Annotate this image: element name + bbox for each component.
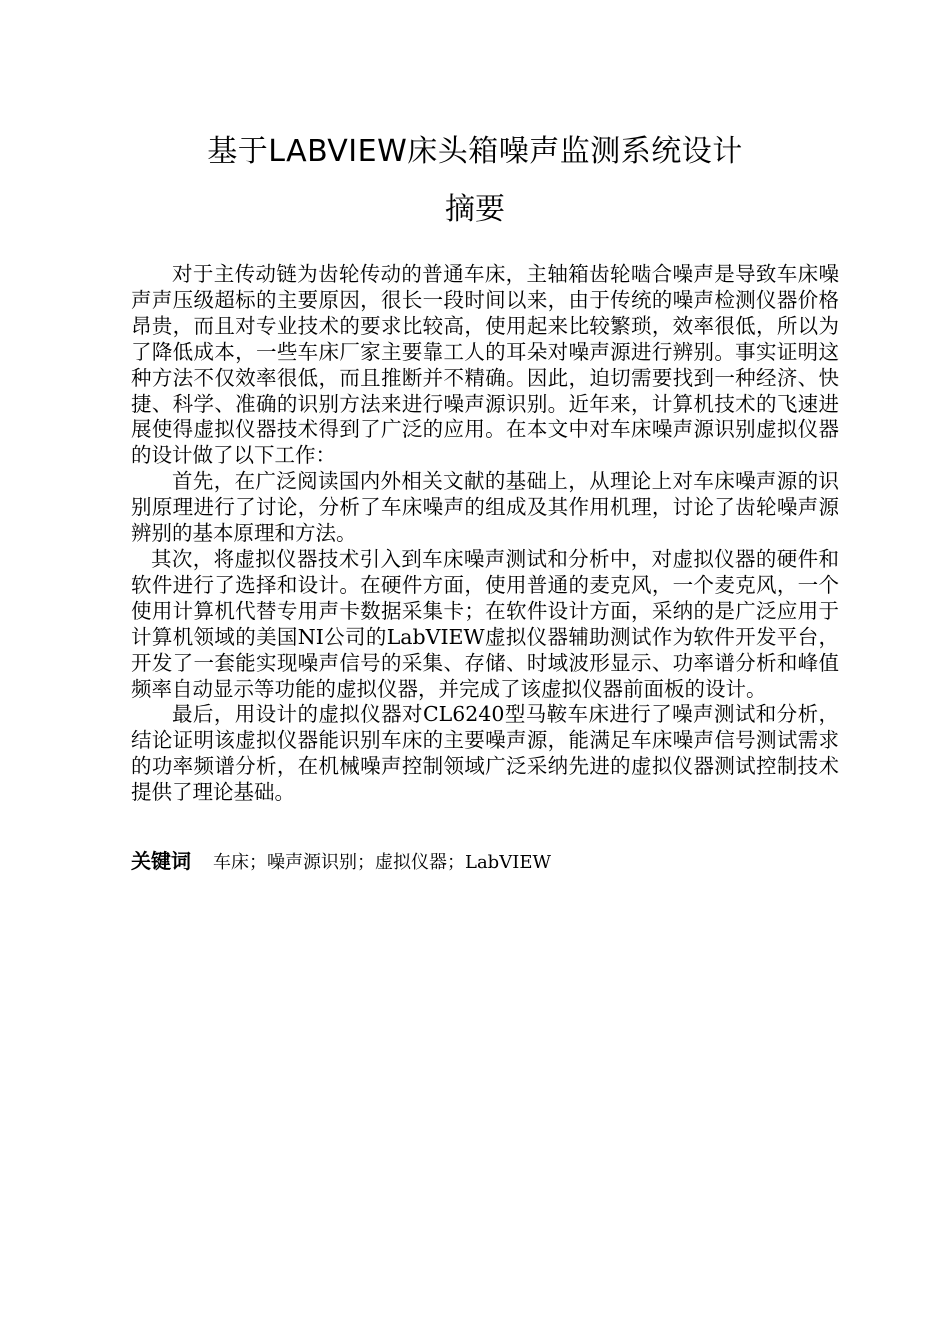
abstract-paragraph-1: 对于主传动链为齿轮传动的普通车床，主轴箱齿轮啮合噪声是导致车床噪声声压级超标的主要原因，很长一段时间以来，由于传统的噪声检测仪器价格昂贵，而且对专业技术的要求比较高，使用起来比较繁琐，效率很低，所以为了降低成本，一些车床厂家主要靠工人的耳朵对噪声源进行辨别。事实证明这种方法不仅效率很低，而且推断并不精确。因此，迫切需要找到一种经济、快捷、科学、准确的识别方法来进行噪声源识别。近年来，计算机技术的飞速进展使得虚拟仪器技术得到了广泛的应用。在本文中对车床噪声源识别虚拟仪器的设计做了以下工作： — [131, 262, 839, 468]
keywords-label: 关键词 — [131, 849, 191, 873]
abstract-paragraph-4: 最后，用设计的虚拟仪器对CL6240型马鞍车床进行了噪声测试和分析，结论证明该虚拟仪器能识别车床的主要噪声源，能满足车床噪声信号测试需求的功率频谱分析，在机械噪声控制领域广泛采纳先进的虚拟仪器测试控制技术提供了理论基础。 — [131, 702, 839, 805]
keywords-value: 车床；噪声源识别；虚拟仪器；LabVIEW — [213, 852, 551, 873]
document-title: 基于LABVIEW床头箱噪声监测系统设计 — [207, 134, 743, 169]
abstract-paragraph-3: 其次，将虚拟仪器技术引入到车床噪声测试和分析中，对虚拟仪器的硬件和软件进行了选择和设计。在硬件方面，使用普通的麦克风，一个麦克风，一个使用计算机代替专用声卡数据采集卡；在软件设计方面，采纳的是广泛应用于计算机领域的美国NI公司的LabVIEW虚拟仪器辅助测试作为软件开发平台，开发了一套能实现噪声信号的采集、存储、时域波形显示、功率谱分析和峰值频率自动显示等功能的虚拟仪器，并完成了该虚拟仪器前面板的设计。 — [131, 546, 839, 701]
abstract-paragraph-2: 首先，在广泛阅读国内外相关文献的基础上，从理论上对车床噪声源的识别原理进行了讨论，分析了车床噪声的组成及其作用机理，讨论了齿轮噪声源辨别的基本原理和方法。 — [131, 469, 839, 546]
abstract-heading: 摘要 — [445, 192, 505, 227]
abstract-body — [131, 262, 839, 806]
keywords-line — [131, 848, 839, 876]
